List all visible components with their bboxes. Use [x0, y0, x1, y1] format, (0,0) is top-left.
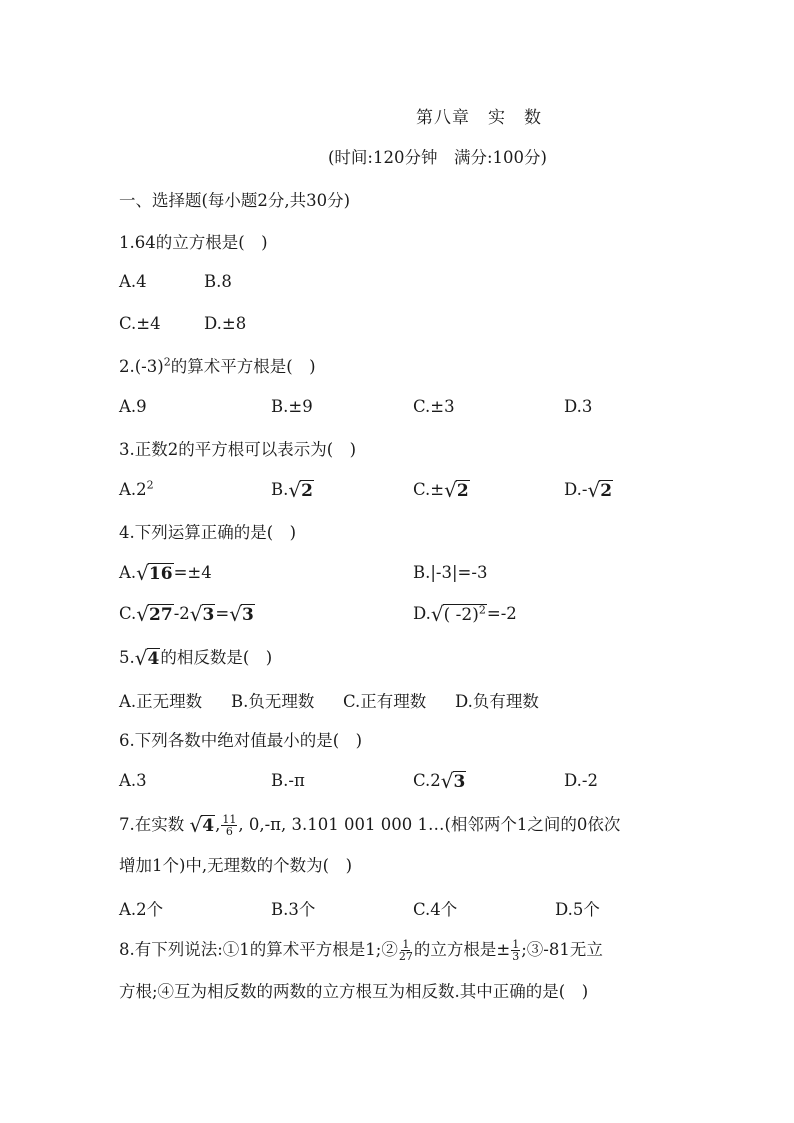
option-text: D. — [413, 604, 431, 623]
sqrt: √ 4 — [189, 813, 215, 837]
radicand — [443, 604, 487, 625]
numerator: 11 — [222, 813, 237, 826]
question-5-option-c: C.正有理数 — [343, 692, 427, 711]
question-4-option-c — [119, 604, 255, 625]
sqrt: √ 2 — [444, 478, 469, 502]
question-6-option-d: D.-2 — [564, 771, 598, 790]
question-2-stem — [119, 355, 316, 379]
question-1-option-a: A.4 — [119, 272, 147, 291]
stem-text: 的立方根是± — [413, 940, 511, 959]
option-text: D.- — [564, 480, 588, 499]
sqrt: √ 27 — [136, 602, 173, 626]
fraction — [399, 939, 413, 962]
question-4-stem: 4.下列运算正确的是( ) — [119, 523, 297, 542]
option-text: = — [215, 604, 230, 623]
stem-text: , — [215, 815, 221, 834]
section-heading: 一、选择题(每小题2分,共30分) — [119, 191, 351, 210]
sqrt: √ 3 — [189, 602, 215, 626]
option-text: =±4 — [173, 563, 212, 582]
sqrt: √ 3 — [440, 769, 466, 793]
question-7-option-a: A.2个 — [119, 900, 164, 919]
option-text: B. — [271, 480, 289, 499]
stem-text: 8.有下列说法:①1的算术平方根是1;② — [119, 940, 398, 959]
question-3-option-c — [413, 480, 470, 501]
sqrt: √ 3 — [229, 602, 254, 626]
radicand: 2 — [301, 481, 313, 501]
option-text: =-2 — [486, 604, 517, 623]
question-8-stem-line2: 方根;④互为相反数的两数的立方根互为相反数.其中正确的是( ) — [119, 982, 589, 1001]
question-2-stem-pre: 2.(-3) — [119, 357, 164, 376]
fraction — [221, 814, 237, 837]
radicand: 2 — [456, 481, 469, 501]
sqrt: √ 2 — [288, 478, 313, 502]
question-6-option-c — [413, 771, 466, 792]
question-1-option-d: D.±8 — [204, 314, 247, 333]
question-5-option-b: B.负无理数 — [231, 692, 315, 711]
option-text: C.± — [413, 480, 445, 499]
question-2-option-b: B.±9 — [271, 397, 313, 416]
stem-text: 的相反数是( ) — [160, 648, 273, 667]
question-7-option-c: C.4个 — [413, 900, 458, 919]
question-1-stem: 1.64的立方根是( ) — [119, 233, 268, 252]
stem-text: , 0,-π, 3.101 001 000 1…(相邻两个1之间的0依次 — [238, 815, 621, 834]
question-4-option-b: B.|-3|=-3 — [413, 563, 488, 582]
denominator: 3 — [512, 950, 520, 963]
question-2-option-c: C.±3 — [413, 397, 455, 416]
sqrt: √ 2 — [587, 478, 613, 502]
question-1-option-c: C.±4 — [119, 314, 161, 333]
page-title: 第八章 实 数 — [416, 108, 542, 128]
radicand: 4 — [147, 649, 160, 669]
question-3-option-d — [564, 480, 613, 501]
page-subtitle: (时间:120分钟 满分:100分) — [328, 148, 547, 167]
question-1-option-b: B.8 — [204, 272, 232, 291]
question-7-option-d: D.5个 — [555, 900, 600, 919]
radicand: 2 — [600, 481, 613, 501]
question-2-stem-post: 的算术平方根是( ) — [170, 357, 316, 376]
numerator: 1 — [512, 938, 520, 951]
stem-text: 7.在实数 — [119, 815, 190, 834]
question-7-stem-line2: 增加1个)中,无理数的个数为( ) — [119, 856, 353, 875]
radicand: 27 — [149, 605, 173, 625]
exponent: 2 — [478, 603, 486, 617]
question-7-option-b: B.3个 — [271, 900, 316, 919]
question-6-option-a: A.3 — [119, 771, 147, 790]
question-6-option-b: B.-π — [271, 771, 305, 790]
stem-text: 5. — [119, 648, 135, 667]
radicand: 3 — [241, 605, 254, 625]
question-3-option-b — [271, 480, 314, 501]
question-2-exponent: 2 — [163, 355, 171, 369]
radicand: 16 — [148, 564, 173, 584]
question-2-option-d: D.3 — [564, 397, 593, 416]
question-6-stem: 6.下列各数中绝对值最小的是( ) — [119, 731, 363, 750]
sqrt: √ 4 — [134, 646, 160, 670]
sqrt: √ ( -2)$^2$ — [430, 602, 486, 626]
radicand: 4 — [202, 816, 215, 836]
question-3-stem: 3.正数2的平方根可以表示为( ) — [119, 440, 357, 459]
question-7-stem-line1 — [119, 813, 620, 837]
question-5-option-d: D.负有理数 — [455, 692, 539, 711]
question-4-option-a — [119, 563, 212, 584]
numerator: 1 — [402, 938, 410, 951]
radicand: 3 — [453, 772, 466, 792]
sqrt: √ 16 — [136, 561, 173, 585]
radicand: 3 — [202, 605, 215, 625]
question-5-option-a: A.正无理数 — [119, 692, 203, 711]
radicand-text: ( -2) — [443, 605, 479, 625]
question-3-option-a — [119, 480, 154, 499]
stem-text: ;③-81无立 — [521, 940, 603, 959]
fraction — [511, 939, 520, 962]
denominator: 6 — [225, 825, 233, 838]
option-text: -2 — [173, 604, 190, 623]
question-4-option-d — [413, 604, 517, 625]
denominator: 27 — [398, 950, 413, 963]
option-text: A. — [119, 563, 137, 582]
option-text: C.2 — [413, 771, 441, 790]
option-text: C. — [119, 604, 137, 623]
question-2-option-a: A.9 — [119, 397, 147, 416]
question-5-stem — [119, 646, 272, 670]
option-text: A.2 — [119, 480, 147, 499]
question-8-stem-line1 — [119, 938, 603, 962]
exponent: 2 — [146, 478, 154, 492]
